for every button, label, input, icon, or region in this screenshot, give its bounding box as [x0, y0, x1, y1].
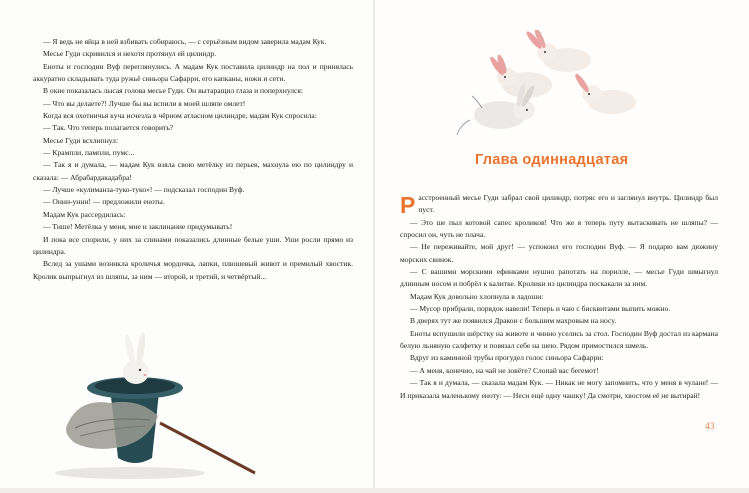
paragraph: — Я ведь не яйца в ней взбивать собираюсь, — с серьёзным видом заверила мадам Кук. [43, 37, 327, 46]
paragraph: — Тише! Метёлка у меня, мне и заклинание придумывать! [43, 222, 233, 232]
first-paragraph-text: асстроенный месье Гуди забрал свой цилиндр, потряс его и заглянул внутрь. Цилиндр был пуст. [418, 193, 718, 215]
paragraph: — Лучше «кулиманза-туко-туко»! — подсказал господин Вуф. [43, 185, 245, 195]
paragraph: — Не переживайте, мой друг! — успокоил его господин Вуф. — Я подарю вам дюжину морских свинок. [400, 242, 718, 264]
paragraph: Еноты вспушили шёрстку на животе и чинно уселись за стол. Господин Вуф достал из кармана белую льняную салфетку и повязал себе на шею. Рядом примостился шмель. [400, 328, 718, 351]
paragraph: В окне показалась лысая голова месье Гуди. Он вытаращил глаза и поперхнулся: [43, 86, 303, 96]
paragraph: — Так. Что теперь полагается говорить? [43, 123, 174, 133]
right-page-text [400, 192, 718, 402]
page-number: 43 [705, 422, 715, 432]
left-page-text [33, 36, 353, 283]
left-page [0, 0, 374, 493]
chapter-title: Глава одиннадцатая [475, 152, 629, 168]
paragraph: Когда вся охотничья куча исчезла в чёрном атласном цилиндре, мадам Кук спросила: [43, 111, 317, 121]
paragraph: — Крампли, пампли, пумс... [43, 148, 135, 158]
paragraph: — Мусор прибрали, порядок навели! Теперь и чаю с бисквитами выпить можно. [410, 304, 671, 314]
paragraph: — Что вы делаете?! Лучше бы вы вспили в моей шляпе омлет! [43, 98, 246, 108]
paragraph: Мадам Кук рассердилась: [43, 209, 126, 219]
paragraph: Месье Гуди всхлипнул: [43, 135, 119, 145]
paragraph: И пока все спорили, у них за спинами показались длинные белые уши. Уши росли прямо из цилиндра. [33, 234, 353, 256]
rabbits-illustration [452, 30, 647, 148]
page-edge [0, 488, 749, 493]
paragraph: Вслед за ушами возникла кроличья мордочка, лапки, плюшевый живот и премилый хвостик. Кролик выпрыгнул из шляпы, за ним — второй, и третий, и четвёртый... [33, 259, 353, 281]
paragraph: — Так я и думала, — сказала мадам Кук. — Никак не могу запомнить, что у меня в чулане! — И приказала маленькому еноту: — Неси ещё одну чашку! Да смотри, хвостом её не вытирай! [400, 378, 718, 400]
paragraph: — Это ше пыл котовой сапес кроликов! Что же я теперь путу вытаскивать не шляпы? — спросил он, чуть не плача. [400, 217, 718, 240]
first-paragraph [400, 192, 718, 217]
drop-cap: Р [400, 192, 416, 218]
paragraph: Мадам Кук довольно хлопнула в ладоши: [410, 291, 544, 301]
paragraph: Еноты и господин Вуф переглянулись. А мадам Кук поставила цилиндр на пол и принялась аккуратно складывать туда ружьё синьора Сафарри, его капканы, ножи и сети. [33, 61, 353, 84]
paragraph: В дверях тут же появился Дракон с большим махровым на носу. [410, 316, 617, 326]
paragraph: — Так я и думала, — мадам Кук взяла свою метёлку из перьев, махнула ею по цилиндру и сказала: — Абрабардакадабра! [33, 160, 353, 182]
paragraph: — А меня, конечно, на чай не зовёте? Слопай вас бегемот! [410, 365, 599, 375]
paragraph: — Онни-унни! — предложили еноты. [43, 197, 165, 207]
paragraph: Месье Гуди скривился и нехотя протянул ей цилиндр. [43, 49, 217, 59]
paragraph: — С вашими морскими ефинками нушно рапотать на порилле, — месье Гуди шмыгнул длинным носом и побрёл к калитке. Кролики из цилиндра поскакали за ним. [400, 267, 718, 289]
paragraph: Вдруг из каминной трубы прогудел голос синьора Сафарри: [410, 353, 604, 363]
hat-rabbit-illustration [40, 328, 280, 486]
